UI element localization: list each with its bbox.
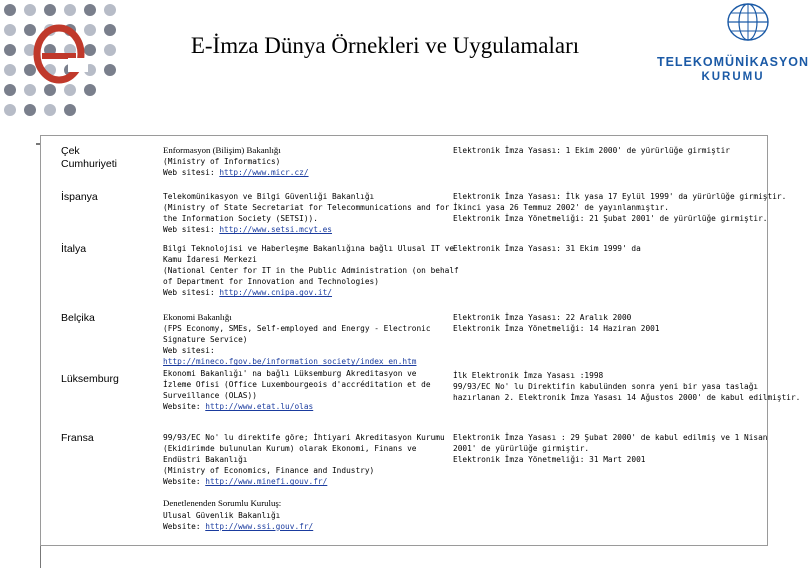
website-link[interactable]: Web sitesi: http://www.micr.cz/ (163, 168, 309, 178)
page-title: E-İmza Dünya Örnekleri ve Uygulamaları (190, 33, 580, 58)
country-table (40, 135, 801, 546)
decorative-dot (84, 4, 96, 16)
country-name: İtalya (61, 243, 87, 255)
decorative-dot (104, 4, 116, 16)
decorative-dot (64, 4, 76, 16)
decorative-dot (4, 4, 16, 16)
decorative-dot (64, 104, 76, 116)
institution-cell: Bilgi Teknolojisi ve Haberleşme Bakanlığına bağlı Ulusal IT ve Kamu İdaresi Merkezi (National Center for IT in the Public Administration (on behalf of Department for Innovation and Technologies) Web sitesi: http://www.cnipa.gov.it/ (163, 244, 459, 298)
website-link[interactable]: Website: http://www.ssi.gouv.fr/ (163, 521, 314, 531)
decorative-dot (4, 24, 16, 36)
law-cell: Elektronik İmza Yasası : 29 Şubat 2000' de kabul edilmiş ve 1 Nisan 2001' de yürürlüğe girmiştir. Elektronik İmza Yönetmeliği: 31 Mart 2001 (453, 433, 768, 465)
law-cell: Elektronik İmza Yasası: 1 Ekim 2000' de yürürlüğe girmiştir (453, 146, 730, 155)
country-name: Lüksemburg (61, 373, 119, 385)
decorative-dot (44, 4, 56, 16)
logo-text-telekomunikasyon: TELEKOMÜNİKASYON (656, 55, 810, 69)
website-link[interactable]: Web sitesi: http://www.setsi.mcyt.es (163, 225, 333, 235)
website-link[interactable]: Website: http://www.minefi.gouv.fr/ (163, 477, 328, 487)
decorative-dot (44, 104, 56, 116)
law-cell: Elektronik İmza Yasası: 31 Ekim 1999' da (453, 244, 641, 253)
decorative-dot (104, 24, 116, 36)
decorative-dot (4, 104, 16, 116)
country-name: Belçika (61, 312, 95, 324)
decorative-dot (4, 84, 16, 96)
e-logo-icon (28, 18, 90, 88)
law-cell: Elektronik İmza Yasası: 22 Aralık 2000 Elektronik İmza Yönetmeliği: 14 Haziran 2001 (453, 313, 660, 334)
institution-cell: 99/93/EC No' lu direktife göre; İhtiyari Akreditasyon Kurumu (Ekidirimde bulunulan Kurum) olarak Ekonomi, Finans ve Endüstri Bakanlığı (Ministry of Economics, Finance and Industry) Website: http://www.minefi.gouv.fr/ Denetlenenden Sorumlu Kuruluş: Ulusal Güvenlik Bakanlığı Website: http://www.ssi.gouv.fr/ (163, 432, 455, 532)
website-link[interactable]: http://mineco.fgov.be/information_society/index_en.htm (163, 357, 417, 367)
website-link[interactable]: Web sitesi: http://www.cnipa.gov.it/ (163, 288, 333, 298)
law-cell: Elektronik İmza Yasası: İlk yasa 17 Eylül 1999' da yürürlüğe girmiştir. İkinci yasa 26 Temmuz 2002' de yayınlanmıştır. Elektronik İmza Yönetmeliği: 21 Şubat 2001' de yürürlüğe girmiştir. (453, 192, 787, 224)
decorative-dot (4, 44, 16, 56)
institution-cell: Ekonomi Bakanlığı' na bağlı Lüksemburg Akreditasyon ve İzleme Ofisi (Office Luxembourgeois d'accréditation et de Surveillance (OLAS)) Website: http://www.etat.lu/olas (163, 368, 455, 412)
country-name: İspanya (61, 191, 98, 203)
decorative-dot (24, 104, 36, 116)
law-cell: İlk Elektronik İmza Yasası :1998 99/93/EC No' lu Direktifin kabulünden sonra yeni bir yasa taslağı hazırlanan 2. Elektronik İmza Yasası 14 Ağustos 2000' de kabul edilmiştir. (453, 371, 801, 403)
logo-text-kurumu: KURUMU (701, 71, 765, 83)
decorative-dot (104, 44, 116, 56)
decorative-dot (104, 64, 116, 76)
website-link[interactable]: Website: http://www.etat.lu/olas (163, 402, 314, 412)
country-name: Fransa (61, 432, 94, 444)
institution-cell: Enformasyon (Bilişim) Bakanlığı (Ministry of Informatics) Web sitesi: http://www.micr.cz/ (163, 145, 455, 178)
decorative-dot (4, 64, 16, 76)
institution-cell: Telekomünikasyon ve Bilgi Güvenliği Bakanlığı (Ministry of State Secretariat for Telecommunications and for the Information Society (SETSI)). Web sitesi: http://www.setsi.mcyt.es (163, 191, 455, 235)
institution-cell: Ekonomi Bakanlığı (FPS Economy, SMEs, Self-employed and Energy - Electronic Signature Service) Web sitesi: http://mineco.fgov.be/information_society/index_en.htm (163, 312, 455, 367)
decorative-dot (24, 4, 36, 16)
country-name: Çek Cumhuriyeti (61, 145, 118, 170)
